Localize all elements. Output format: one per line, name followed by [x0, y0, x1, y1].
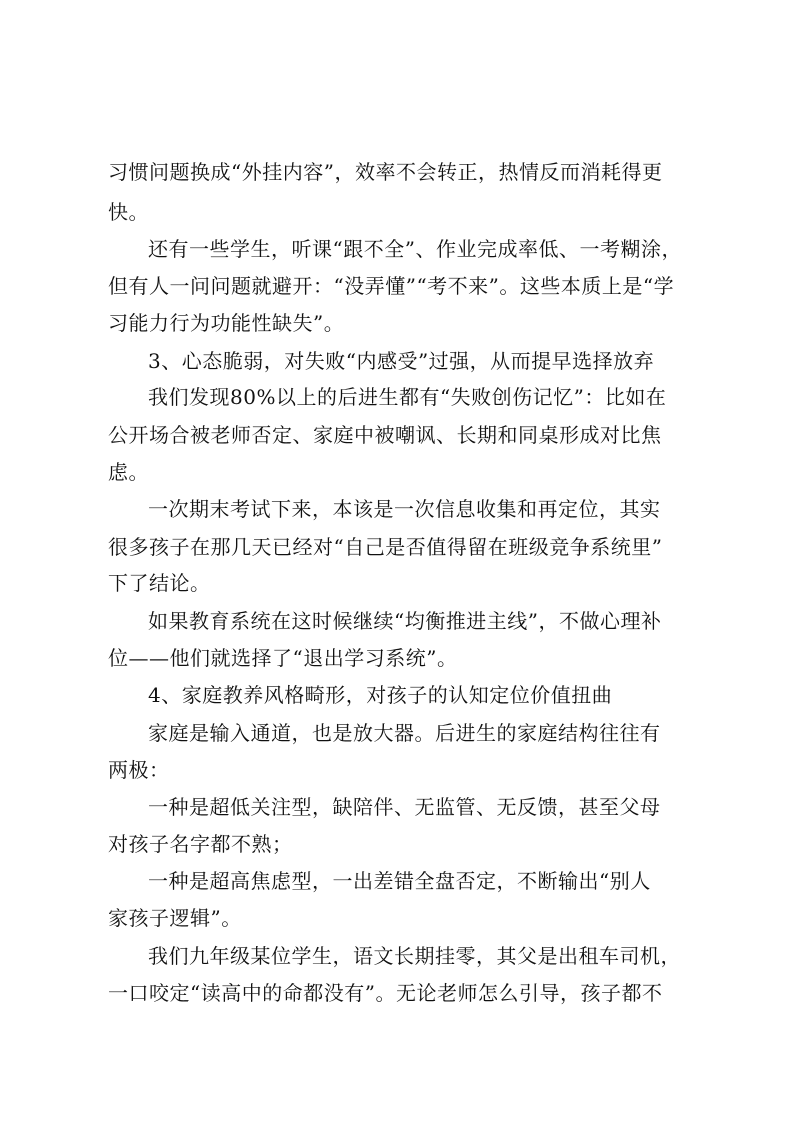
text-line-23: 一口咬定“读高中的命都没有”。无论老师怎么引导，孩子都不 — [108, 981, 663, 1005]
text-line-22: 我们九年级某位学生，语文长期挂零，其父是出租车司机， — [148, 944, 681, 968]
text-line-5: 习能力行为功能性缺失”。 — [108, 311, 345, 335]
text-line-17: 两极： — [108, 758, 170, 782]
section-heading-4: 4、家庭教养风格畸形，对孩子的认知定位价值扭曲 — [148, 683, 613, 707]
text-line-14: 位——他们就选择了“退出学习系统”。 — [108, 646, 458, 670]
section-heading-3: 3、心态脆弱，对失败“内感受”过强，从而提早选择放弃 — [148, 349, 655, 373]
text-line-9: 虑。 — [108, 460, 149, 484]
text-line-16: 家庭是输入通道，也是放大器。后进生的家庭结构往往有 — [148, 721, 661, 745]
text-line-19: 对孩子名字都不熟； — [108, 832, 293, 856]
text-line-18: 一种是超低关注型，缺陪伴、无监管、无反馈，甚至父母 — [148, 795, 661, 819]
text-line-3: 还有一些学生，听课“跟不全”、作业完成率低、一考糊涂， — [148, 237, 682, 261]
text-line-11: 很多孩子在那几天已经对“自己是否值得留在班级竞争系统里” — [108, 535, 663, 559]
text-line-13: 如果教育系统在这时候继续“均衡推进主线”，不做心理补 — [148, 609, 662, 633]
text-line-2: 快。 — [108, 200, 149, 224]
text-line-12: 下了结论。 — [108, 571, 211, 595]
text-line-10: 一次期末考试下来，本该是一次信息收集和再定位，其实 — [148, 497, 661, 521]
text-line-7: 我们发现80%以上的后进生都有“失败创伤记忆”：比如在 — [148, 385, 667, 409]
text-line-1: 习惯问题换成“外挂内容”，效率不会转正，热情反而消耗得更 — [108, 160, 663, 184]
text-line-20: 一种是超高焦虑型，一出差错全盘否定，不断输出“别人 — [148, 869, 651, 893]
text-line-21: 家孩子逻辑”。 — [108, 906, 242, 930]
text-line-4: 但有人一问问题就避开：“没弄懂”“考不来”。这些本质上是“学 — [108, 274, 675, 298]
text-line-8: 公开场合被老师否定、家庭中被嘲讽、长期和同桌形成对比焦 — [108, 423, 662, 447]
